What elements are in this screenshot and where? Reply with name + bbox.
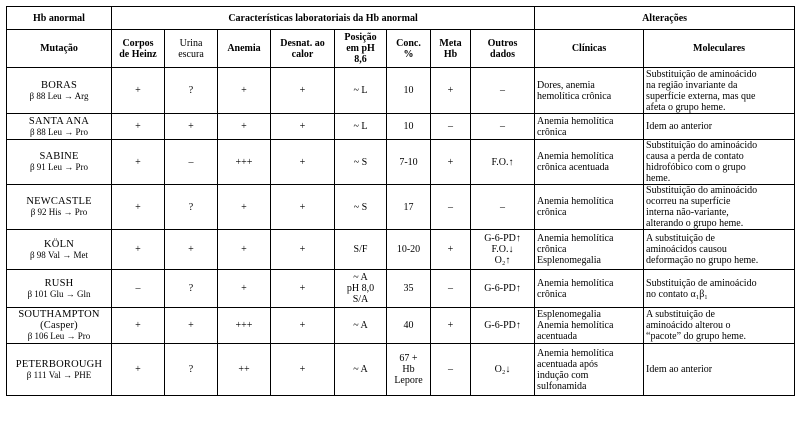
cell-desnat-calor: + — [271, 270, 335, 308]
cell-outros-dados — [471, 185, 535, 230]
clinicas-line: crônica — [537, 126, 567, 138]
mutation-substitution: β 111 Val → PHE — [26, 369, 92, 380]
mutation-substitution: β 101 Glu → Gln — [27, 288, 91, 299]
cell-mutacao — [7, 308, 112, 344]
clinicas-line: Anemia hemolítica — [537, 277, 614, 289]
cell-mutacao — [7, 230, 112, 270]
cell-mutacao — [7, 344, 112, 396]
cell-posicao — [335, 270, 387, 308]
header-urina-escura — [165, 30, 218, 68]
outros-line: F.O.↓ — [491, 244, 514, 255]
header-line: dados — [490, 48, 516, 60]
outros-line: G-6-PD↑ — [484, 283, 521, 294]
cell-desnat-calor: + — [271, 344, 335, 396]
outros-line: F.O.↑ — [491, 156, 514, 168]
cell-urina-escura: ? — [165, 68, 218, 114]
cell-clinicas — [535, 230, 644, 270]
cell-outros-dados — [471, 230, 535, 270]
moleculares-line: causa a perda de contato — [646, 151, 744, 162]
clinicas-line: Anemia hemolítica — [537, 196, 614, 207]
cell-corpos-heinz: + — [112, 68, 165, 114]
header-desnat-calor — [271, 30, 335, 68]
cell-corpos-heinz: + — [112, 185, 165, 230]
mutation-name: BORAS — [40, 79, 77, 91]
header-row-groups — [7, 7, 795, 30]
cell-conc — [387, 68, 431, 114]
cell-desnat-calor: + — [271, 68, 335, 114]
mutation-name: SABINE — [39, 151, 79, 162]
cell-corpos-heinz: + — [112, 308, 165, 344]
clinicas-line: Anemia hemolítica — [537, 115, 614, 127]
cell-outros-dados — [471, 344, 535, 396]
cell-outros-dados — [471, 308, 535, 344]
clinicas-line: Anemia hemolítica — [537, 151, 614, 162]
moleculares-line: Idem ao anterior — [646, 364, 713, 375]
cell-moleculares — [644, 230, 795, 270]
cell-mutacao — [7, 68, 112, 114]
clinicas-line: crônica — [537, 288, 567, 300]
cell-urina-escura: ? — [165, 270, 218, 308]
moleculares-line: hidrofóbico com o grupo — [646, 162, 746, 173]
cell-corpos-heinz: – — [112, 270, 165, 308]
table-row — [7, 140, 795, 185]
cell-anemia: ++ — [218, 344, 271, 396]
cell-desnat-calor: + — [271, 114, 335, 140]
conc-line: Lepore — [394, 375, 423, 386]
cell-mutacao — [7, 185, 112, 230]
cell-anemia: + — [218, 270, 271, 308]
outros-line: G-6-PD↑ — [484, 320, 521, 331]
conc-line: 17 — [403, 201, 414, 213]
moleculares-line: Substituição do aminoácido — [646, 140, 758, 151]
cell-clinicas — [535, 308, 644, 344]
cell-outros-dados — [471, 270, 535, 308]
cell-conc — [387, 270, 431, 308]
cell-conc — [387, 344, 431, 396]
moleculares-line: ocorreu na superfície — [646, 196, 731, 207]
outros-line: – — [500, 201, 506, 213]
mutation-substitution: β 91 Leu → Pro — [29, 162, 89, 172]
cell-meta-hb: – — [431, 185, 471, 230]
header-line: % — [403, 48, 414, 60]
moleculares-line: Idem ao anterior — [646, 121, 713, 132]
cell-urina-escura: ? — [165, 185, 218, 230]
clinicas-line: crônica — [537, 207, 567, 218]
cell-anemia: +++ — [218, 140, 271, 185]
moleculares-line: afeta o grupo heme. — [646, 101, 726, 113]
clinicas-line: Esplenomegalia — [537, 255, 601, 266]
cell-conc — [387, 185, 431, 230]
moleculares-line: Substituição de aminoácido — [646, 277, 757, 289]
cell-moleculares — [644, 270, 795, 308]
header-line: 8,6 — [354, 54, 367, 65]
clinicas-line: Dores, anemia — [537, 79, 595, 91]
mutation-name: SOUTHAMPTON — [18, 309, 100, 320]
cell-mutacao — [7, 140, 112, 185]
cell-corpos-heinz: + — [112, 114, 165, 140]
table-row — [7, 114, 795, 140]
table-row — [7, 344, 795, 396]
header-line: escura — [178, 48, 204, 60]
conc-line: 10-20 — [396, 244, 421, 255]
cell-corpos-heinz: + — [112, 344, 165, 396]
cell-meta-hb: – — [431, 114, 471, 140]
header-conc — [387, 30, 431, 68]
cell-meta-hb: – — [431, 270, 471, 308]
moleculares-line: alterando o grupo heme. — [646, 218, 744, 229]
cell-clinicas — [535, 270, 644, 308]
header-line: de Heinz — [119, 48, 157, 60]
header-line: Urina — [179, 37, 203, 49]
moleculares-line: na região invariante da — [646, 79, 738, 91]
cell-desnat-calor: + — [271, 308, 335, 344]
cell-meta-hb: + — [431, 68, 471, 114]
header-line: Hb — [443, 48, 458, 60]
moleculares-line: aminoácidos causou — [646, 244, 727, 255]
moleculares-line: “pacote” do grupo heme. — [646, 331, 747, 342]
cell-meta-hb: + — [431, 230, 471, 270]
mutation-substitution: β 88 Leu → Arg — [29, 90, 89, 101]
table-body — [7, 68, 795, 396]
cell-anemia: + — [218, 230, 271, 270]
moleculares-line: Substituição do aminoácido — [646, 185, 758, 196]
clinicas-line: Esplenomegalia — [537, 309, 601, 320]
cell-outros-dados — [471, 68, 535, 114]
cell-mutacao — [7, 114, 112, 140]
conc-line: 10 — [403, 121, 414, 132]
header-moleculares: Moleculares — [644, 30, 795, 68]
header-row-columns — [7, 30, 795, 68]
mutation-name: (Casper) — [40, 320, 78, 331]
mutation-substitution: β 106 Leu → Pro — [27, 331, 91, 341]
clinicas-line: sulfonamida — [537, 380, 587, 392]
header-meta-hb — [431, 30, 471, 68]
mutation-name: SANTA ANA — [28, 115, 90, 127]
conc-line: Hb — [402, 364, 415, 375]
posicao-line: pH 8,0 — [346, 283, 375, 294]
cell-conc — [387, 114, 431, 140]
cell-meta-hb: – — [431, 344, 471, 396]
table-row — [7, 68, 795, 114]
clinicas-line: Anemia hemolítica — [537, 233, 614, 244]
cell-corpos-heinz: + — [112, 230, 165, 270]
cell-posicao — [335, 185, 387, 230]
cell-moleculares — [644, 308, 795, 344]
cell-desnat-calor: + — [271, 230, 335, 270]
cell-posicao — [335, 230, 387, 270]
header-mutacao: Mutação — [7, 30, 112, 68]
header-line: calor — [291, 48, 314, 60]
header-line: Posição — [344, 32, 377, 43]
cell-conc — [387, 308, 431, 344]
clinicas-line: Anemia hemolítica — [537, 347, 614, 359]
moleculares-line: superfície externa, mas que — [646, 90, 756, 102]
conc-line: 7-10 — [399, 156, 418, 168]
moleculares-line: interna não-variante, — [646, 207, 729, 218]
conc-line: 10 — [403, 85, 414, 96]
cell-moleculares — [644, 185, 795, 230]
clinicas-line: crônica acentuada — [537, 162, 609, 173]
cell-mutacao — [7, 270, 112, 308]
cell-anemia: + — [218, 68, 271, 114]
outros-line: O₂↓ — [494, 364, 511, 375]
mutation-substitution: β 92 His → Pro — [30, 207, 88, 217]
cell-clinicas — [535, 140, 644, 185]
posicao-line: S/F — [353, 244, 368, 255]
header-line: Outros — [487, 37, 518, 49]
moleculares-line: heme. — [646, 173, 671, 184]
cell-moleculares — [644, 140, 795, 185]
cell-conc — [387, 140, 431, 185]
moleculares-line: A substituição de — [646, 233, 715, 244]
moleculares-line: deformação no grupo heme. — [646, 255, 759, 266]
moleculares-line: aminoácido alterou o — [646, 320, 731, 331]
clinicas-line: Anemia hemolítica — [537, 320, 614, 331]
cell-anemia: + — [218, 185, 271, 230]
cell-urina-escura: + — [165, 308, 218, 344]
moleculares-line: no contato α₁β₁ — [646, 288, 708, 300]
cell-posicao — [335, 344, 387, 396]
moleculares-line: Substituição de aminoácido — [646, 68, 757, 80]
mutation-name: NEWCASTLE — [26, 196, 92, 207]
posicao-line: ~ A — [353, 272, 368, 283]
clinicas-line: crônica — [537, 244, 567, 255]
cell-clinicas — [535, 68, 644, 114]
cell-corpos-heinz: + — [112, 140, 165, 185]
header-line: Conc. — [396, 37, 421, 49]
mutation-name: PETERBOROUGH — [15, 358, 103, 370]
cell-desnat-calor: + — [271, 185, 335, 230]
cell-conc — [387, 230, 431, 270]
cell-posicao — [335, 114, 387, 140]
clinicas-line: acentuada — [537, 331, 578, 342]
cell-clinicas — [535, 344, 644, 396]
clinicas-line: hemolítica crônica — [537, 90, 612, 102]
cell-anemia: +++ — [218, 308, 271, 344]
cell-urina-escura: ? — [165, 344, 218, 396]
header-line: Corpos — [122, 37, 154, 49]
header-clinicas: Clínicas — [535, 30, 644, 68]
header-line: Meta — [439, 37, 462, 49]
table-row — [7, 230, 795, 270]
outros-line: O₂↑ — [494, 255, 511, 266]
header-hb-anormal: Hb anormal — [7, 7, 112, 30]
cell-posicao — [335, 308, 387, 344]
conc-line: 40 — [403, 320, 414, 331]
table-row — [7, 308, 795, 344]
cell-urina-escura: + — [165, 230, 218, 270]
cell-anemia: + — [218, 114, 271, 140]
table-row — [7, 270, 795, 308]
mutation-substitution: β 98 Val → Met — [29, 249, 89, 260]
outros-line: – — [500, 85, 506, 96]
mutation-name: RUSH — [44, 277, 74, 289]
cell-outros-dados — [471, 114, 535, 140]
posicao-line: ~ S — [353, 156, 368, 168]
header-anemia: Anemia — [218, 30, 271, 68]
clinicas-line: acentuada após — [537, 358, 598, 370]
conc-line: 35 — [403, 283, 414, 294]
header-posicao-ph — [335, 30, 387, 68]
posicao-line: ~ A — [353, 320, 368, 331]
cell-urina-escura: + — [165, 114, 218, 140]
cell-meta-hb: + — [431, 140, 471, 185]
hb-table — [6, 6, 795, 396]
posicao-line: ~ L — [353, 85, 368, 96]
header-line: em pH — [346, 43, 375, 54]
mutation-name: KÖLN — [44, 238, 74, 250]
moleculares-line: A substituição de — [646, 309, 715, 320]
posicao-line: S/A — [352, 294, 369, 305]
header-alteracoes: Alterações — [535, 7, 795, 30]
header-caracteristicas: Características laboratoriais da Hb anormal — [112, 7, 535, 30]
cell-moleculares — [644, 344, 795, 396]
cell-desnat-calor: + — [271, 140, 335, 185]
clinicas-line: indução com — [537, 369, 589, 381]
posicao-line: ~ S — [353, 201, 368, 213]
cell-moleculares — [644, 114, 795, 140]
outros-line: G-6-PD↑ — [484, 233, 521, 244]
table-row — [7, 185, 795, 230]
mutation-substitution: β 88 Leu → Pro — [29, 126, 89, 137]
header-outros-dados — [471, 30, 535, 68]
cell-moleculares — [644, 68, 795, 114]
conc-line: 67 + — [399, 353, 418, 364]
cell-meta-hb: + — [431, 308, 471, 344]
cell-posicao — [335, 140, 387, 185]
cell-outros-dados — [471, 140, 535, 185]
cell-urina-escura: – — [165, 140, 218, 185]
header-corpos-heinz — [112, 30, 165, 68]
posicao-line: ~ A — [353, 364, 368, 375]
cell-posicao — [335, 68, 387, 114]
posicao-line: ~ L — [353, 121, 368, 132]
header-line: Desnat. ao — [280, 37, 325, 49]
cell-clinicas — [535, 185, 644, 230]
outros-line: – — [500, 121, 506, 132]
cell-clinicas — [535, 114, 644, 140]
